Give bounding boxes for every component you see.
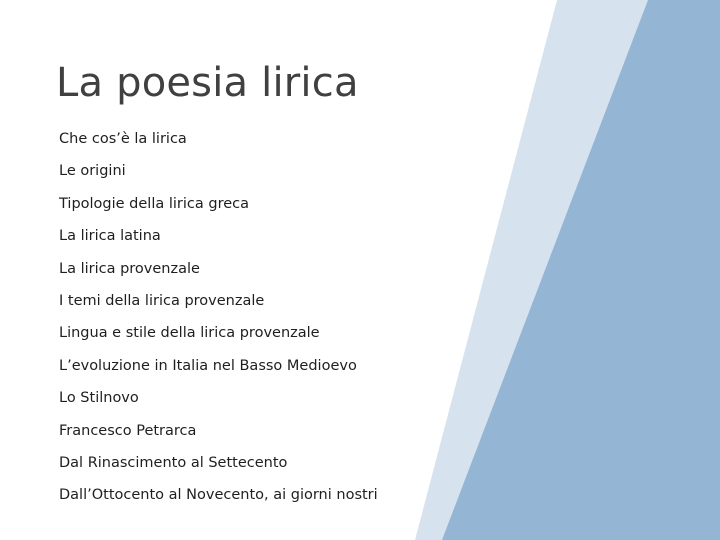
toc-item[interactable]: Dal Rinascimento al Settecento: [59, 454, 288, 471]
toc-item[interactable]: Tipologie della lirica greca: [59, 195, 249, 212]
toc-item[interactable]: Francesco Petrarca: [59, 422, 197, 439]
toc-item[interactable]: Le origini: [59, 163, 126, 180]
toc-item[interactable]: Che cos’è la lirica: [59, 131, 187, 147]
toc-item[interactable]: Lo Stilnovo: [59, 390, 139, 407]
toc-item[interactable]: La lirica latina: [59, 228, 161, 245]
table-of-contents: [59, 128, 378, 517]
toc-item[interactable]: Dall’Ottocento al Novecento, ai giorni nostri: [59, 487, 378, 504]
toc-item[interactable]: L’evoluzione in Italia nel Basso Medioevo: [59, 357, 357, 374]
slide-title: La poesia lirica: [56, 60, 359, 106]
toc-item[interactable]: Lingua e stile della lirica provenzale: [59, 325, 320, 342]
toc-item[interactable]: La lirica provenzale: [59, 260, 200, 277]
toc-item[interactable]: I temi della lirica provenzale: [59, 292, 265, 309]
